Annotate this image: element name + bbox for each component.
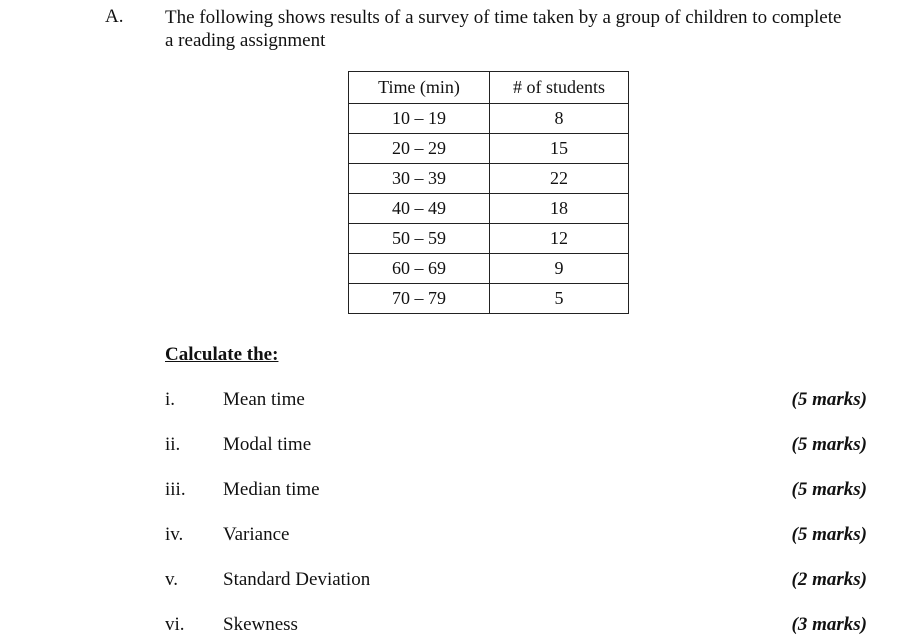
table-row (349, 134, 629, 164)
question-text: Mean time (223, 389, 305, 410)
question-text: Median time (223, 479, 320, 500)
question-item (0, 524, 897, 548)
question-text: Modal time (223, 434, 312, 455)
question-text: Variance (223, 524, 290, 545)
time-cell: 10 – 19 (349, 104, 490, 134)
header-students: # of students (490, 72, 629, 104)
table-header-row (349, 72, 629, 104)
intro-line-2: a reading assignment (165, 30, 326, 51)
students-cell: 15 (490, 134, 629, 164)
question-marks: (3 marks) (791, 614, 867, 635)
students-cell: 22 (490, 164, 629, 194)
question-number: ii. (165, 434, 181, 455)
table-row (349, 284, 629, 314)
question-item (0, 389, 897, 413)
section-label: A. (105, 6, 124, 27)
frequency-table (348, 71, 629, 314)
table-row (349, 104, 629, 134)
question-marks: (5 marks) (791, 479, 867, 500)
students-cell: 18 (490, 194, 629, 224)
question-number: v. (165, 569, 179, 590)
students-cell: 8 (490, 104, 629, 134)
question-number: vi. (165, 614, 185, 635)
time-cell: 40 – 49 (349, 194, 490, 224)
students-cell: 12 (490, 224, 629, 254)
question-number: iii. (165, 479, 186, 500)
time-cell: 70 – 79 (349, 284, 490, 314)
question-item (0, 479, 897, 503)
intro-paragraph (165, 6, 865, 52)
question-number: i. (165, 389, 176, 410)
time-cell: 60 – 69 (349, 254, 490, 284)
header-time: Time (min) (349, 72, 490, 104)
question-marks: (5 marks) (791, 434, 867, 455)
question-item (0, 614, 897, 638)
question-marks: (5 marks) (791, 389, 867, 410)
table-row (349, 194, 629, 224)
students-cell: 5 (490, 284, 629, 314)
intro-line-1: The following shows results of a survey of time taken by a group of children to complete (165, 7, 842, 28)
table-row (349, 164, 629, 194)
question-text: Standard Deviation (223, 569, 371, 590)
question-marks: (2 marks) (791, 569, 867, 590)
calculate-heading: Calculate the: (165, 344, 279, 365)
question-text: Skewness (223, 614, 298, 635)
table-row (349, 224, 629, 254)
time-cell: 50 – 59 (349, 224, 490, 254)
table-row (349, 254, 629, 284)
time-cell: 30 – 39 (349, 164, 490, 194)
students-cell: 9 (490, 254, 629, 284)
time-cell: 20 – 29 (349, 134, 490, 164)
question-item (0, 569, 897, 593)
question-number: iv. (165, 524, 184, 545)
question-marks: (5 marks) (791, 524, 867, 545)
question-item (0, 434, 897, 458)
